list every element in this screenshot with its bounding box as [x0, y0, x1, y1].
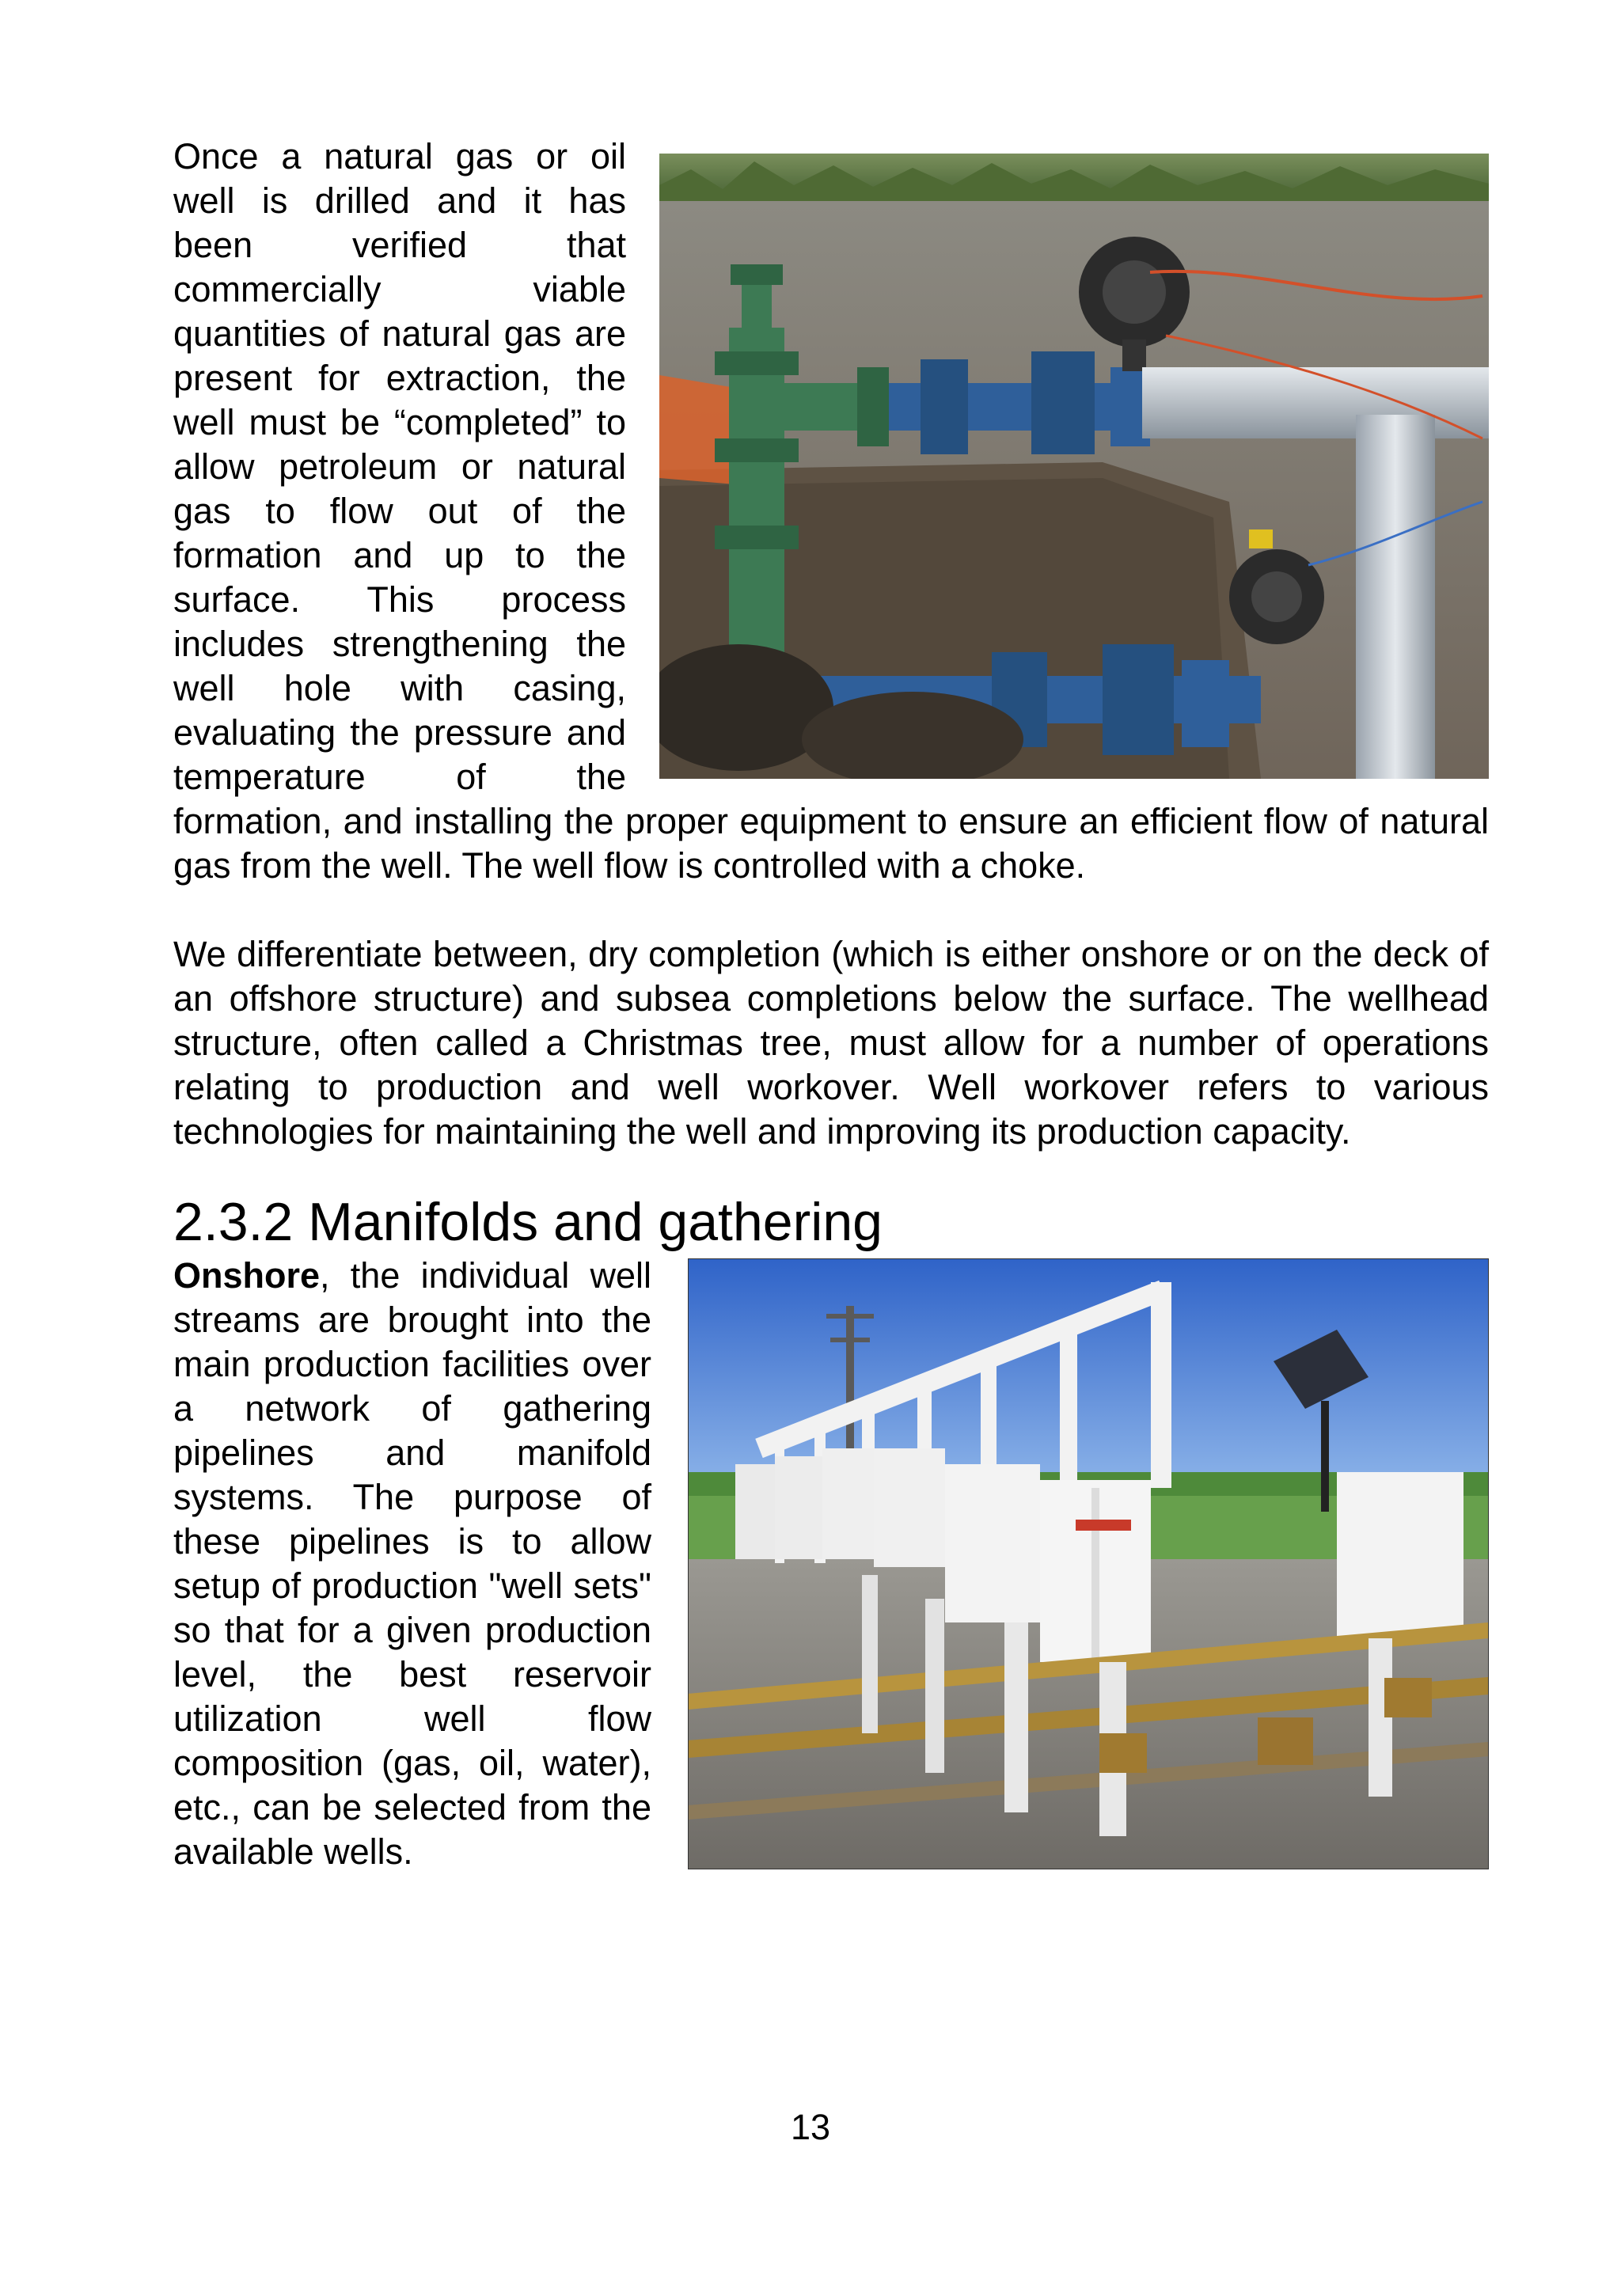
onshore-text: , the individual well streams are brought into the main production facilities over a network of gathering pipelines and manifold systems. The purpose of these pipelines is to allow setup of production "well sets" so that for a given production level, the best reservoir utilization well flow composition (gas, oil, water), etc., can be selected from the available wells. — [173, 1255, 651, 1872]
page-content — [173, 135, 1489, 1880]
manifold-photo — [688, 1258, 1489, 1869]
workover-paragraph: We differentiate between, dry completion (which is either onshore or on the deck of an offshore structure) and subsea completions below the surface. The wellhead structure, often called a Christmas tree, must allow for a number of operations relating to production and well workover. Well workover refers to various technologies for maintaining the well and improving its production capacity. — [173, 934, 1489, 1152]
wellhead-photo — [659, 154, 1489, 779]
onshore-lead: Onshore — [173, 1255, 321, 1296]
wellhead-photo-illustration — [659, 154, 1489, 779]
section-heading: 2.3.2 Manifolds and gathering — [173, 1192, 883, 1252]
manifold-photo-illustration — [688, 1258, 1489, 1869]
page-number: 13 — [790, 2107, 831, 2147]
completion-paragraph: Once a natural gas or oil well is drilled and it has been verified that commercially viable quantities of natural gas are present for extraction, the well must be “completed” to allow petroleum or natural gas to flow out of the formation and up to the surface. This process includes strengthening the well hole with casing, evaluating the pressure and temperature of the formation, and installing the proper equipment to ensure an efficient flow of natural gas from the well. The well flow is controlled with a choke. — [173, 136, 1489, 886]
